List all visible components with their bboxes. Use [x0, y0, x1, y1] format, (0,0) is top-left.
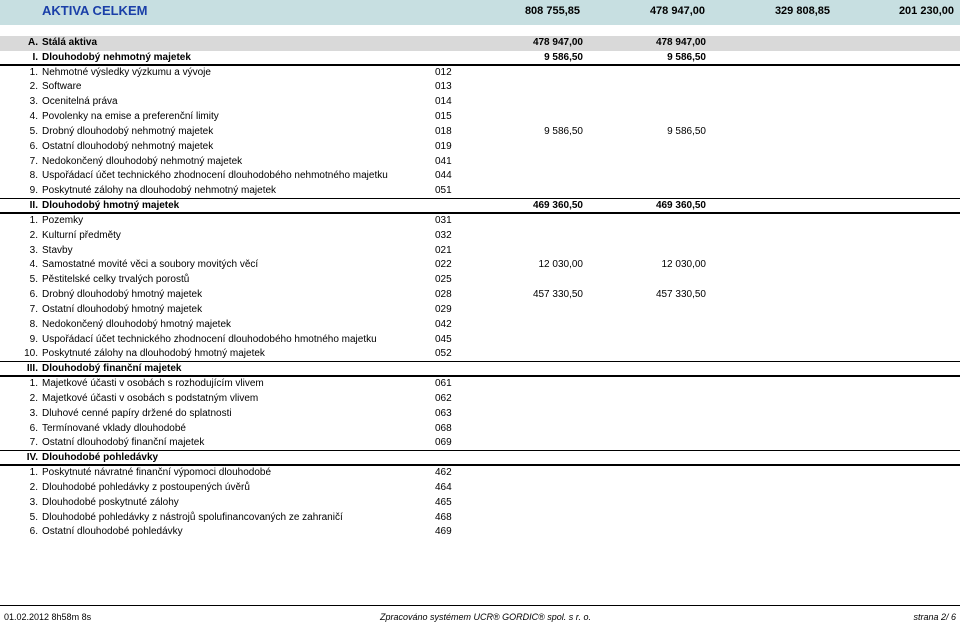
account-code: 013 — [435, 81, 452, 93]
row-number: 8. — [29, 318, 38, 330]
row-label: Uspořádací účet technického zhodnocení dlouhodobého nehmotného majetku — [42, 170, 388, 182]
row-number: 6. — [29, 526, 38, 538]
account-code: 025 — [435, 274, 452, 286]
balance-sheet-table — [0, 36, 960, 540]
table-row — [0, 95, 960, 110]
row-label: Dlouhodobý hmotný majetek — [42, 200, 180, 212]
row-label: Nehmotné výsledky výzkumu a vývoje — [42, 66, 211, 78]
table-row — [0, 436, 960, 451]
account-code: 063 — [435, 407, 452, 419]
row-number: 7. — [29, 437, 38, 449]
footer-system-info: Zpracováno systémem UCR® GORDIC® spol. s r. o. — [380, 612, 591, 622]
account-code: 044 — [435, 170, 452, 182]
total-assets-header — [0, 0, 960, 25]
row-label: Ostatní dlouhodobé pohledávky — [42, 526, 183, 538]
row-number: 1. — [29, 66, 38, 78]
row-label: Drobný dlouhodobý nehmotný majetek — [42, 125, 214, 137]
table-row — [0, 377, 960, 392]
account-code: 028 — [435, 289, 452, 301]
row-label: Stálá aktiva — [42, 37, 98, 48]
row-number: 2. — [29, 81, 38, 93]
table-row — [0, 496, 960, 511]
row-label: Kulturní předměty — [42, 229, 121, 241]
table-row — [0, 140, 960, 155]
row-label: Software — [42, 81, 82, 93]
row-number: 9. — [29, 333, 38, 345]
account-code: 069 — [435, 437, 452, 449]
row-label: Ostatní dlouhodobý nehmotný majetek — [42, 140, 214, 152]
row-label: Dlouhodobé poskytnuté zálohy — [42, 496, 179, 508]
account-code: 465 — [435, 496, 452, 508]
row-number: 1. — [29, 378, 38, 390]
row-number: 5. — [29, 125, 38, 137]
table-row — [0, 422, 960, 437]
row-label: Ostatní dlouhodobý hmotný majetek — [42, 303, 203, 315]
row-number: 6. — [29, 289, 38, 301]
row-number: 3. — [29, 96, 38, 108]
value-current: 9 586,50 — [544, 51, 583, 63]
row-number: 2. — [29, 392, 38, 404]
account-code: 021 — [435, 244, 452, 256]
row-number: 3. — [29, 496, 38, 508]
footer-timestamp: 01.02.2012 8h58m 8s — [4, 612, 92, 622]
value-previous: 469 360,50 — [655, 200, 706, 212]
footer-page-number: strana 2/ 6 — [913, 612, 956, 622]
row-label: Poskytnuté zálohy na dlouhodobý hmotný majetek — [42, 348, 265, 360]
row-number: 9. — [29, 185, 38, 197]
value-current: 478 947,00 — [532, 37, 583, 48]
row-label: Nedokončený dlouhodobý hmotný majetek — [42, 318, 232, 330]
row-label: Dlouhodobý nehmotný majetek — [42, 51, 191, 63]
row-label: Dlouhodobé pohledávky — [42, 452, 159, 464]
total-value-2: 478 947,00 — [649, 5, 705, 17]
account-code: 042 — [435, 318, 452, 330]
row-number: 6. — [29, 140, 38, 152]
value-previous: 9 586,50 — [667, 125, 706, 137]
table-row — [0, 347, 960, 362]
table-row — [0, 407, 960, 422]
row-label: Majetkové účasti v osobách s rozhodujícím vlivem — [42, 378, 264, 390]
account-code: 018 — [435, 125, 452, 137]
row-label: Stavby — [42, 244, 73, 256]
row-label: Nedokončený dlouhodobý nehmotný majetek — [42, 155, 243, 167]
row-label: Dlouhodobé pohledávky z postoupených úvěrů — [42, 481, 250, 493]
table-row — [0, 110, 960, 125]
value-current: 9 586,50 — [544, 125, 583, 137]
table-row — [0, 273, 960, 288]
account-code: 032 — [435, 229, 452, 241]
table-row — [0, 36, 960, 51]
row-number: 5. — [29, 511, 38, 523]
table-row — [0, 511, 960, 526]
row-number: 1. — [29, 214, 38, 226]
account-code: 061 — [435, 378, 452, 390]
total-value-4: 201 230,00 — [898, 5, 954, 17]
row-number: IV. — [26, 452, 38, 464]
row-label: Dlouhodobý finanční majetek — [42, 363, 182, 375]
table-row — [0, 66, 960, 81]
row-number: III. — [26, 363, 38, 375]
account-code: 469 — [435, 526, 452, 538]
row-label: Dlouhodobé pohledávky z nástrojů spolufinancovaných ze zahraničí — [42, 511, 343, 523]
value-previous: 478 947,00 — [655, 37, 706, 48]
value-previous: 457 330,50 — [655, 289, 706, 301]
table-row — [0, 169, 960, 184]
row-number: 4. — [29, 259, 38, 271]
row-number: 4. — [29, 111, 38, 123]
account-code: 068 — [435, 422, 452, 434]
value-previous: 9 586,50 — [667, 51, 706, 63]
account-code: 051 — [435, 185, 452, 197]
row-label: Poskytnuté návratné finanční výpomoci dlouhodobé — [42, 467, 272, 479]
row-label: Ostatní dlouhodobý finanční majetek — [42, 437, 205, 449]
account-code: 031 — [435, 214, 452, 226]
table-row — [0, 451, 960, 466]
row-number: 10. — [24, 348, 38, 360]
account-code: 464 — [435, 481, 452, 493]
table-row — [0, 392, 960, 407]
row-number: II. — [29, 200, 38, 212]
row-label: Poskytnuté zálohy na dlouhodobý nehmotný majetek — [42, 185, 277, 197]
account-code: 012 — [435, 66, 452, 78]
account-code: 045 — [435, 333, 452, 345]
row-number: 5. — [29, 274, 38, 286]
row-number: 2. — [29, 481, 38, 493]
row-number: 7. — [29, 303, 38, 315]
table-row — [0, 80, 960, 95]
row-label: Majetkové účasti v osobách s podstatným vlivem — [42, 392, 259, 404]
account-code: 462 — [435, 467, 452, 479]
row-label: Pozemky — [42, 214, 84, 226]
value-current: 457 330,50 — [532, 289, 583, 301]
row-number: 3. — [29, 244, 38, 256]
table-row — [0, 125, 960, 140]
table-row — [0, 525, 960, 540]
row-label: Termínované vklady dlouhodobé — [42, 422, 186, 434]
total-value-1: 808 755,85 — [524, 5, 580, 17]
table-row — [0, 318, 960, 333]
table-row — [0, 51, 960, 66]
account-code: 052 — [435, 348, 452, 360]
value-current: 469 360,50 — [532, 200, 583, 212]
row-label: Povolenky na emise a preferenční limity — [42, 111, 219, 123]
row-label: Uspořádací účet technického zhodnocení dlouhodobého hmotného majetku — [42, 333, 377, 345]
table-row — [0, 184, 960, 199]
row-number: 2. — [29, 229, 38, 241]
account-code: 014 — [435, 96, 452, 108]
row-number: 1. — [29, 467, 38, 479]
footer-divider — [0, 605, 960, 606]
table-row — [0, 481, 960, 496]
account-code: 029 — [435, 303, 452, 315]
table-row — [0, 333, 960, 348]
row-label: Pěstitelské celky trvalých porostů — [42, 274, 190, 286]
row-number: 8. — [29, 170, 38, 182]
value-previous: 12 030,00 — [661, 259, 706, 271]
table-row — [0, 288, 960, 303]
total-value-3: 329 808,85 — [774, 5, 830, 17]
account-code: 019 — [435, 140, 452, 152]
row-label: Ocenitelná práva — [42, 96, 118, 108]
account-code: 022 — [435, 259, 452, 271]
account-code: 468 — [435, 511, 452, 523]
row-number: I. — [32, 51, 38, 63]
table-row — [0, 155, 960, 170]
row-label: Drobný dlouhodobý hmotný majetek — [42, 289, 203, 301]
table-row — [0, 362, 960, 377]
total-assets-title: AKTIVA CELKEM — [42, 3, 148, 18]
row-number: 6. — [29, 422, 38, 434]
account-code: 062 — [435, 392, 452, 404]
row-label: Samostatné movité věci a soubory movitých věcí — [42, 259, 259, 271]
row-label: Dluhové cenné papíry držené do splatnosti — [42, 407, 232, 419]
value-current: 12 030,00 — [538, 259, 583, 271]
table-row — [0, 199, 960, 214]
table-row — [0, 244, 960, 259]
table-row — [0, 229, 960, 244]
table-row — [0, 258, 960, 273]
account-code: 015 — [435, 111, 452, 123]
table-row — [0, 214, 960, 229]
row-number: 7. — [29, 155, 38, 167]
row-number: A. — [28, 37, 38, 48]
account-code: 041 — [435, 155, 452, 167]
row-number: 3. — [29, 407, 38, 419]
table-row — [0, 303, 960, 318]
table-row — [0, 466, 960, 481]
